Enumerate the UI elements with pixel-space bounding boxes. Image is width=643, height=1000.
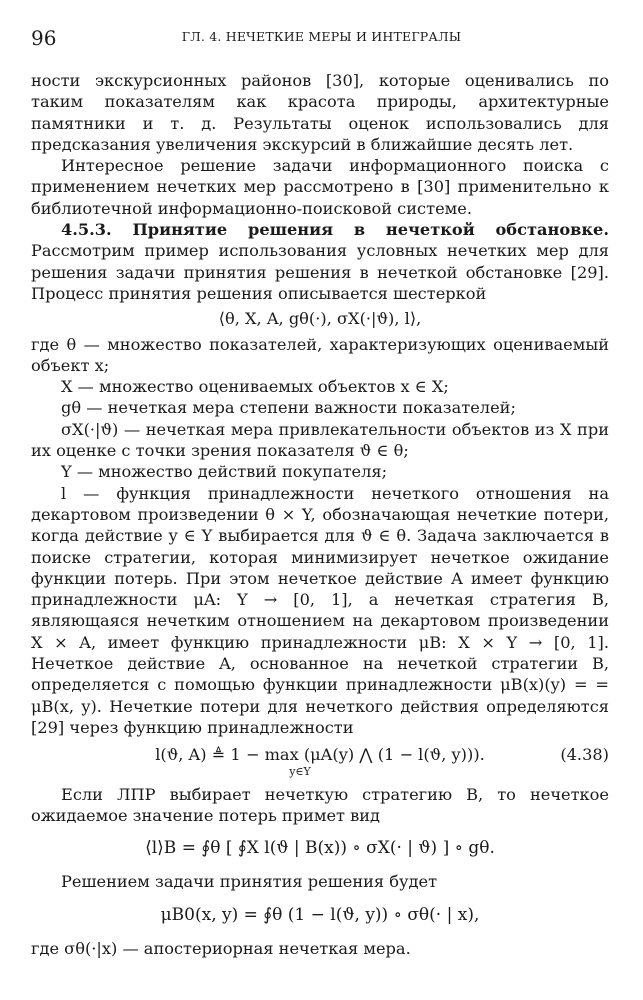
equation-4-38-body: l(ϑ, A) ≜ 1 − max (μA(y) ⋀ (1 − l(ϑ, y))). [155,745,485,765]
paragraph-6: Решением задачи принятия решения будет [61,872,438,892]
definition-sigma: σX(·|ϑ) — нечеткая мера привлекательности объектов из X при их оценке с точки зрения показателя ϑ ∈ θ; [31,419,609,461]
paragraph-1: ности экскурсионных районов [30], которые оценивались по таким показателям как красота природы, архитектурные памятники и т. д. Результаты оценок использовались для предсказания увеличения экскурсий в ближайшие десять лет. [31,71,609,154]
definition-g: gθ — нечеткая мера степени важности показателей; [61,398,516,418]
paragraph-5: Если ЛПР выбирает нечеткую стратегию B, то нечеткое ожидаемое значение потерь примет вид [31,784,609,825]
definition-x: X — множество оцениваемых объектов x ∈ X; [61,377,449,397]
solution-formula: μB0(x, y) = ∮θ (1 − l(ϑ, y)) ∘ σθ(· | x), [160,904,480,925]
equation-number: (4.38) [560,745,609,765]
page-header [31,26,612,50]
definition-theta: где θ — множество показателей, характеризующих оцениваемый объект x; [31,334,609,375]
running-title: ГЛ. 4. НЕЧЕТКИЕ МЕРЫ И ИНТЕГРАЛЫ [181,29,462,44]
paragraph-4: l — функция принадлежности нечеткого отношения на декартовом произведении θ × Y, обозначающая нечеткие потери, когда действие y ∈ Y выбирается для ϑ ∈ θ. Задача заключается в поиске стратегии, которая минимизирует нечеткое ожидание функции потерь. При этом нечеткое действие A имеет функцию принадлежности μA: Y → [0, 1], а нечеткая стратегия B, являющаяся нечетким отношением на декартовом произведении X × A, имеет функцию принадлежности μB: X × Y → [0, 1]. Нечеткое действие A, основанное на нечеткой стратегии B, определяется с помощью функции принадлежности μB(x)(y) = = μB(x, y). Нечеткие потери для нечеткого действия определяются [29] через функцию принадлежности [31,483,609,737]
page-body [31,70,609,959]
page-number: 96 [31,26,57,50]
definition-y: Y — множество действий покупателя; [61,462,388,482]
paragraph-2: Интересное решение задачи информационного поиска с применением нечетких мер рассмотрено в [30] применительно к библиотечной информационно-поисковой системе. [31,156,609,218]
equation-4-38 [31,744,609,777]
expected-loss-formula: ⟨l⟩B = ∮θ [ ∮X l(ϑ | B(x)) ∘ σX(· | ϑ) ] ∘ gθ. [145,838,495,859]
equation-4-38-subscript: y∈Y [289,764,311,778]
paragraph-3-text: Рассмотрим пример использования условных нечетких мер для решения задачи принятия решения в нечеткой обстановке [29]. Процесс принятия решения описывается шестеркой [31,241,609,303]
section-title: 4.5.3. Принятие решения в нечеткой обстановке. [61,220,609,240]
paragraph-3 [31,219,609,304]
paragraph-7: где σθ(·|x) — апостериорная нечеткая мера. [31,938,411,958]
decision-tuple: ⟨θ, X, A, gθ(·), σX(·|ϑ), l⟩, [218,309,422,329]
